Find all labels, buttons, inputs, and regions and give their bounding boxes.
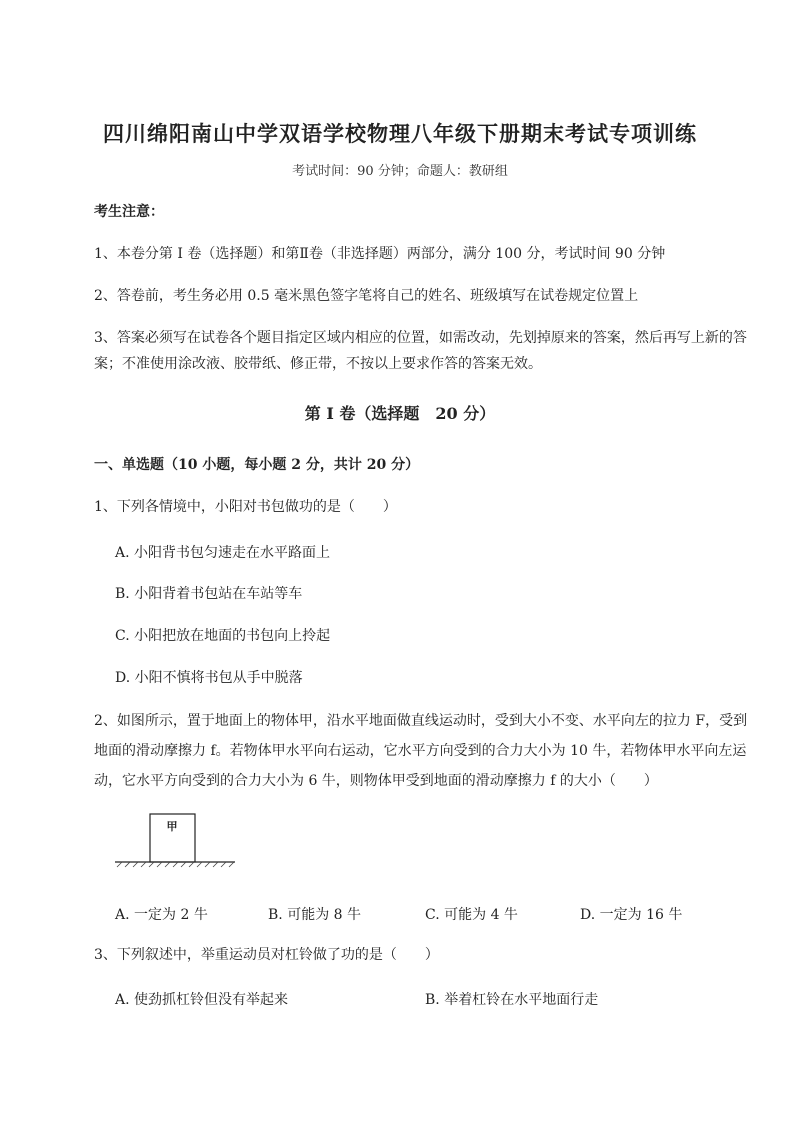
question-2-option-a: A. 一定为 2 牛 xyxy=(115,907,208,923)
question-1-option-d: D. 小阳不慎将书包从手中脱落 xyxy=(115,670,303,686)
question-3-option-a: A. 使劲抓杠铃但没有举起来 xyxy=(115,992,289,1008)
part-heading: 一、单选题（10 小题，每小题 2 分，共计 20 分） xyxy=(94,457,420,473)
question-1-option-b: B. 小阳背着书包站在车站等车 xyxy=(115,586,303,602)
exam-title: 四川绵阳南山中学双语学校物理八年级下册期末考试专项训练 xyxy=(103,121,697,146)
notice-item-1: 1、本卷分第 I 卷（选择题）和第Ⅱ卷（非选择题）两部分，满分 100 分，考试时间 90 分钟 xyxy=(94,246,666,262)
exam-subtitle: 考试时间：90 分钟；命题人：教研组 xyxy=(292,164,508,179)
notice-item-3: 3、答案必须写在试卷各个题目指定区域内相应的位置，如需改动，先划掉原来的答案，然后再写上新的答案；不准使用涂改液、胶带纸、修正带，不按以上要求作答的答案无效。 xyxy=(94,330,747,372)
notice-heading: 考生注意： xyxy=(94,204,164,220)
block-on-ground-diagram xyxy=(115,812,235,872)
block-label: 甲 xyxy=(166,820,178,833)
question-3-option-b: B. 举着杠铃在水平地面行走 xyxy=(425,992,599,1008)
question-1-option-c: C. 小阳把放在地面的书包向上拎起 xyxy=(115,628,331,644)
question-2-option-d: D. 一定为 16 牛 xyxy=(580,907,683,923)
question-3-stem: 3、下列叙述中，举重运动员对杠铃做了功的是（ ） xyxy=(94,947,439,963)
question-2-option-c: C. 可能为 4 牛 xyxy=(425,907,518,923)
question-2-stem: 2、如图所示，置于地面上的物体甲，沿水平地面做直线运动时，受到大小不变、水平向左的拉力 F，受到地面的滑动摩擦力 f。若物体甲水平向右运动，它水平方向受到的合力大小为 10 牛，若物体甲水平向左运动，它水平方向受到的合力大小为 6 牛，则物体甲受到地面的滑动摩擦力 f 的大小（ ） xyxy=(94,713,748,789)
question-1-option-a: A. 小阳背书包匀速走在水平路面上 xyxy=(115,545,331,561)
notice-item-2: 2、答卷前，考生务必用 0.5 毫米黑色签字笔将自己的姓名、班级填写在试卷规定位置上 xyxy=(94,288,639,304)
question-1-stem: 1、下列各情境中，小阳对书包做功的是（ ） xyxy=(94,499,397,515)
question-2-figure xyxy=(115,812,235,872)
section-title: 第 I 卷（选择题 20 分） xyxy=(304,404,496,423)
question-2-option-b: B. 可能为 8 牛 xyxy=(268,907,361,923)
